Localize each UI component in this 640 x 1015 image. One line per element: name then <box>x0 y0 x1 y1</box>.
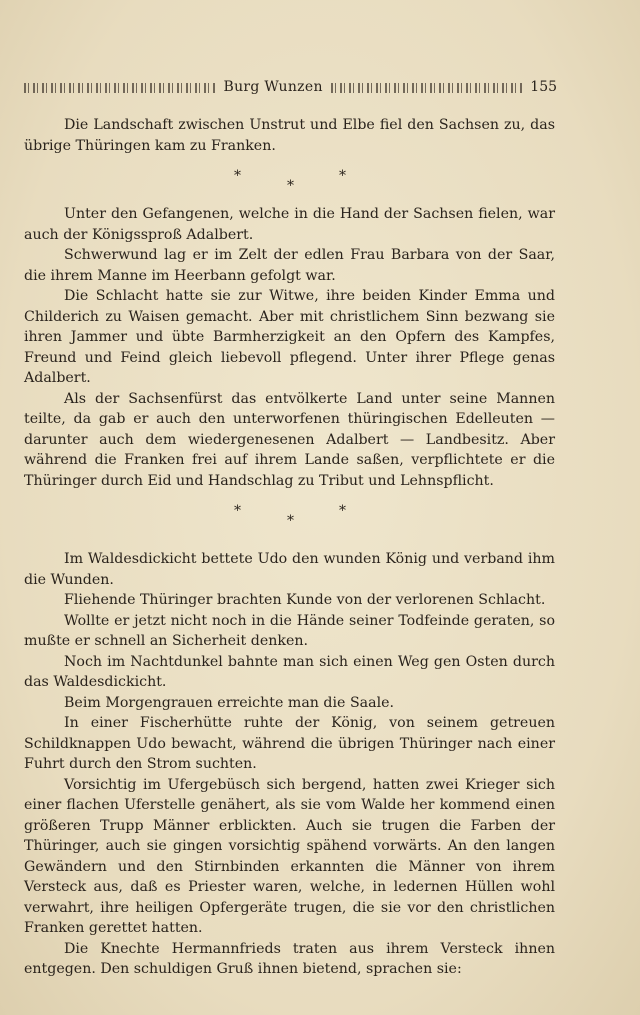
paragraph: Als der Sachsenfürst das entvölkerte Land unter seine Mannen teilte, da gab er auch den unterworfenen thüringischen Edelleuten — darunter auch dem wiedergenesenen Adalbert — Landbesitz. Aber während die Franken frei auf ihrem Lande saßen, verpflichtete er die Thüringer durch Eid und Handschlag zu Tribut und Lehnspflicht. <box>24 390 555 489</box>
running-header <box>24 76 557 98</box>
section-separator <box>24 491 555 539</box>
paragraph: Fliehende Thüringer brachten Kunde von der verlorenen Schlacht. <box>64 592 546 608</box>
ornament-left <box>24 83 216 93</box>
separator-star: * <box>287 178 294 194</box>
section-separator <box>24 156 555 204</box>
separator-star: * <box>339 168 346 184</box>
paragraph: In einer Fischerhütte ruhte der König, von seinem getreuen Schildknappen Udo bewacht, während die übrigen Thüringer nach einer Fuhrt durch den Strom suchten. <box>24 715 555 772</box>
paragraph: Die Schlacht hatte sie zur Witwe, ihre beiden Kinder Emma und Childerich zu Waisen gemacht. Aber mit christlichem Sinn bezwang sie ihren Jammer und übte Barmherzigkeit an den Opfern des Kampfes, Freund und Feind gleich liebevoll pflegend. Unter ihrer Pflege genas Adalbert. <box>24 288 555 386</box>
separator-star: * <box>234 503 241 519</box>
page-number: 155 <box>530 79 558 95</box>
body-text <box>24 115 555 980</box>
paragraph: Im Waldesdickicht bettete Udo den wunden König und verband ihm die Wunden. <box>24 551 555 588</box>
paragraph: Beim Morgengrauen erreichte man die Saale. <box>64 694 395 711</box>
ornament-right <box>331 83 523 93</box>
paragraph: Vorsichtig im Ufergebüsch sich bergend, hatten zwei Krieger sich einer flachen Uferstelle genähert, als sie vom Walde her kommend einen größeren Trupp Männer erblickten. Auch sie trugen die Farben der Thüringer, auch sie gingen vorsichtig spähend vorwärts. An den langen Gewändern und den Stirnbinden erkannten die Männer von ihrem Versteck aus, daß es Priester waren, welche, in ledernen Hüllen wohl verwahrt, ihre heiligen Opfergeräte trugen, die sie vor den christlichen Franken gerettet hatten. <box>24 776 555 936</box>
paragraph: Wollte er jetzt nicht noch in die Hände seiner Todfeinde geraten, so mußte er schnell an Sicherheit denken. <box>24 612 555 649</box>
separator-star: * <box>234 168 241 184</box>
paragraph: Die Knechte Hermannfrieds traten aus ihrem Versteck ihnen entgegen. Den schuldigen Gruß ihnen bietend, sprachen sie: <box>24 940 555 977</box>
paragraph: Die Landschaft zwischen Unstrut und Elbe fiel den Sachsen zu, das übrige Thüringen kam zu Franken. <box>24 117 555 154</box>
separator-star: * <box>287 513 294 529</box>
separator-star: * <box>339 503 346 519</box>
paragraph: Schwerwund lag er im Zelt der edlen Frau Barbara von der Saar, die ihrem Manne im Heerbann gefolgt war. <box>24 247 555 284</box>
paragraph: Noch im Nachtdunkel bahnte man sich einen Weg gen Osten durch das Waldesdickicht. <box>24 653 555 690</box>
paragraph: Unter den Gefangenen, welche in die Hand der Sachsen fielen, war auch der Königssproß Adalbert. <box>24 206 555 243</box>
running-title: Burg Wunzen <box>223 79 323 95</box>
